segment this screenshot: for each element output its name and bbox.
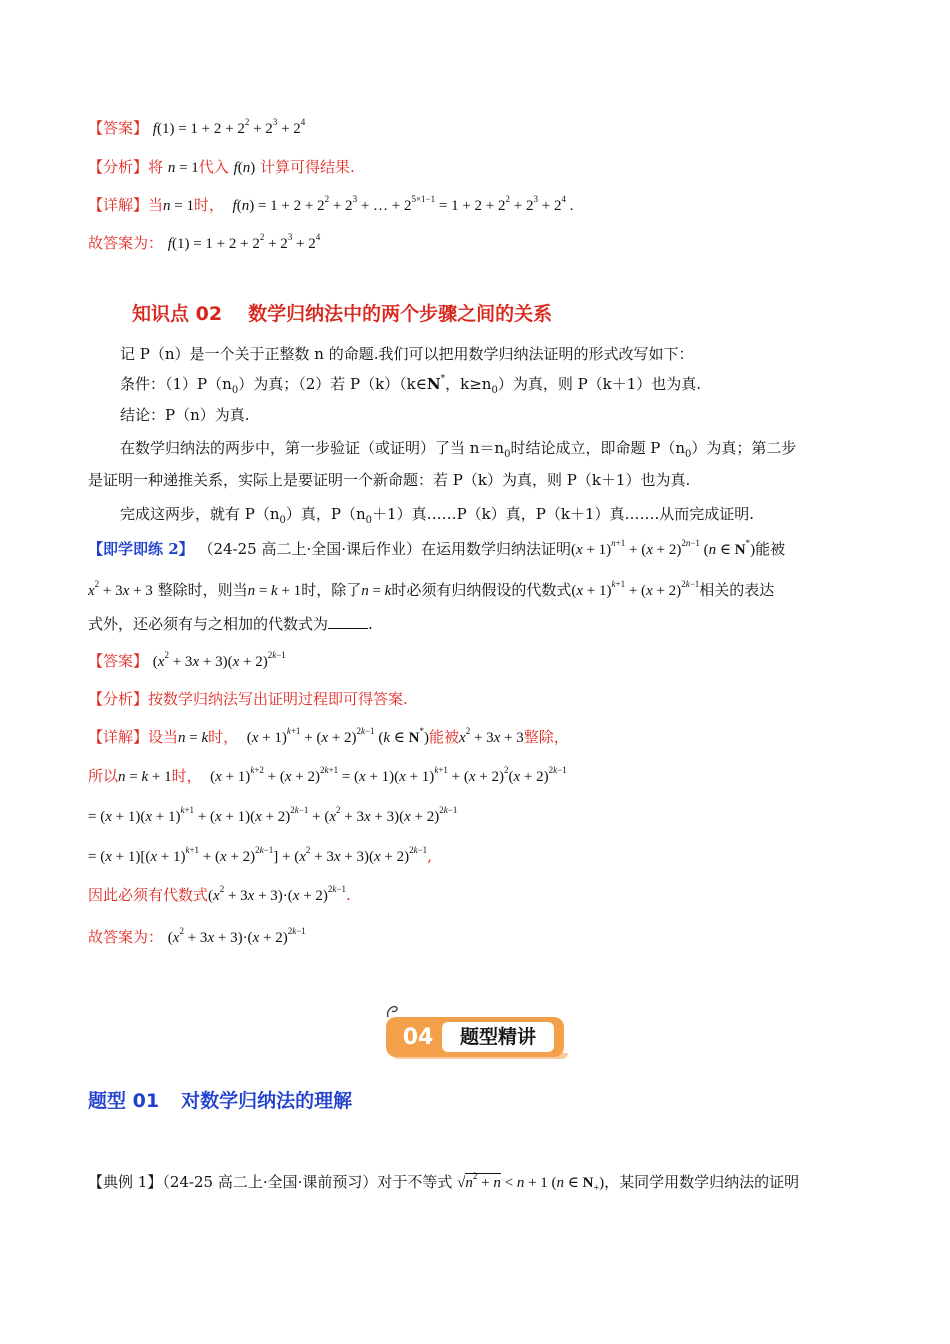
formula-n-equals-k: n = k (361, 583, 392, 599)
practice-text: 式外，还必须有与之相加的代数式为 (88, 615, 329, 633)
step-line-2 (88, 806, 457, 827)
formula-hypothesis: $(x + 1)^{k+1} + (x + 2)^{2k-1}$ (571, 579, 700, 599)
practice-text: 能被 (755, 540, 786, 558)
therefore-line: 因此必须有代数式$(x^2 + 3x + 3)\cdot(x + 2)^{2k-1}$. (88, 884, 351, 904)
detail-text: 当 (148, 196, 164, 214)
formula-n-equals-k: n = k (178, 730, 209, 746)
practice-line-2 (88, 580, 774, 601)
detail-line-2 (88, 727, 569, 748)
paragraph-5: 是证明一种递推关系，实际上是要证明一个新命题：若 P（k）为真，则 P（k＋1）也为真. (88, 471, 691, 489)
answer-line-2 (88, 651, 286, 672)
paragraph-text: ）为真；（2）若 P（k）（k∈ (238, 375, 427, 393)
paragraph-text: ，k≥n (445, 375, 492, 393)
formula-step-2: = $(x + 1)(x + 1)^{k+1} + (x + 1)(x + 2)^{2k-1} + (x^2 + 3x + 3)(x + 2)^{2k-1}$ (88, 805, 458, 825)
paragraph-2: 条件：$(1)P(n_0)$为真；（2）若 P（k）（k∈N*，$k\ge n_0$）为真，则 P（k＋1）也为真. (120, 374, 702, 396)
analysis-text: 将 (148, 158, 164, 176)
paragraph-6: 完成这两步，就有 $P(n_0)$真，$P(n_0+1)$真……P（k）真，P（k＋1）真…….从而完成证明. (120, 505, 755, 526)
so-line (88, 766, 567, 787)
formula-step-3: = $(x + 1)[(x + 1)^{k+1} + (x + 2)^{2k-1}] + (x^2 + 3x + 3)(x + 2)^{2k-1}$ (88, 845, 428, 865)
detail-text: 因此必须有代数式 (88, 886, 209, 904)
analysis-text: 按数学归纳法写出证明过程即可得答案. (148, 690, 408, 708)
practice-tag: 【即学即练 2】 (88, 540, 194, 558)
formula-answer-2-dot: $(x^2 + 3x + 3)\cdot(x + 2)^{2k-1}$ (167, 926, 306, 946)
detail-text: 能被 (429, 728, 460, 746)
formula-answer-1: $f(1) = 1 + 2 + 2^2 + 2^3 + 2^4$ (167, 232, 321, 252)
formula-answer-2-dot: $(x^2 + 3x + 3)\cdot(x + 2)^{2k-1}$ (208, 884, 346, 904)
section-label: 知识点 02 (132, 303, 223, 325)
paragraph-text: ）为真，则 P（k＋1）也为真. (497, 375, 702, 393)
conclusion-line-2 (88, 927, 306, 948)
paragraph-1: 记 P（n）是一个关于正整数 n 的命题.我们可以把用数学归纳法证明的形式改写如下： (120, 345, 694, 363)
detail-text: 所以 (88, 767, 119, 785)
paragraph-text: 条件：（1）P（n (120, 375, 232, 393)
answer-blank (328, 614, 368, 629)
section-banner (386, 1013, 568, 1061)
answer-tag: 【答案】 (88, 652, 149, 670)
example-source: （24-25 高二上·全国·课前预习）对于不等式 (162, 1173, 453, 1191)
conclusion-text: 故答案为： (88, 928, 164, 946)
formula-f-n: f(n) (233, 160, 256, 176)
analysis-tag: 【分析】 (88, 690, 149, 708)
detail-text: 设当 (148, 728, 179, 746)
conclusion-text: 故答案为： (88, 234, 164, 252)
step-line-3: = $(x + 1)[(x + 1)^{k+1} + (x + 2)^{2k-1}] + (x^2 + 3x + 3)(x + 2)^{2k-1}$, (88, 845, 432, 865)
paragraph-text: ）为真；第二步 (691, 439, 797, 457)
banner-label: 题型精讲 (442, 1022, 554, 1052)
type-heading (88, 1086, 352, 1113)
formula-divisor: $x^2 + 3x + 3$ (459, 726, 524, 746)
paragraph-3: 结论：P（n）为真. (120, 406, 250, 424)
banner-number: 04 (402, 1025, 434, 1050)
formula-detail-1: $f(n) = 1 + 2 + 2^2 + 2^3$ + … + $2^{5\times 1-1} = 1 + 2 + 2^2 + 2^3 + 2^4$ . (232, 194, 574, 214)
formula-n-equals-1: n = 1 (167, 160, 199, 176)
analysis-text: 代入 (198, 158, 229, 176)
conclusion-line-1 (88, 233, 320, 254)
paragraph-text: 时结论成立，即命题 P（n (510, 439, 685, 457)
practice-text: 相关的表达 (699, 581, 775, 599)
practice-text: 整除时，则当 (157, 581, 248, 599)
analysis-line-1 (88, 157, 355, 178)
formula-n-equals-k-plus-1: n = k + 1 (247, 583, 302, 599)
analysis-line-2 (88, 689, 408, 709)
formula-step-1: $(x + 1)^{k+2} + (x + 2)^{2k+1} = (x + 1)(x + 1)^{k+1} + (x + 2)^2(x + 2)^{2k-1}$ (206, 765, 567, 785)
type-title: 对数学归纳法的理解 (181, 1090, 353, 1112)
practice-text: . (368, 615, 373, 633)
formula-inequality: $√n^2 + n < n + 1$ (n ∈ $N_+$) (457, 1171, 605, 1194)
detail-tag: 【详解】 (88, 196, 149, 214)
type-label: 题型 01 (88, 1090, 160, 1112)
answer-line-1 (88, 118, 305, 139)
formula-hypothesis-full: $(x + 1)^{k+1} + (x + 2)^{2k-1}$ (k ∈ N*) (242, 726, 429, 746)
section-heading (132, 299, 552, 326)
practice-line-3 (88, 614, 373, 634)
example-tag: 【典例 1】 (88, 1173, 163, 1191)
example-text: ，某同学用数学归纳法的证明 (604, 1173, 800, 1191)
paragraph-4: 在数学归纳法的两步中，第一步验证（或证明）了当 $n=n_0$时结论成立，即命题 $P(n_0)$为真；第二步 (120, 439, 797, 460)
detail-text: 时， (194, 196, 225, 214)
example-line (88, 1172, 799, 1193)
practice-text: 时，除了 (301, 581, 362, 599)
paragraph-text: 完成这两步，就有 P（n (120, 505, 280, 523)
paragraph-text: ）真，P（n (285, 505, 366, 523)
detail-tag: 【详解】 (88, 728, 149, 746)
analysis-tag: 【分析】 (88, 158, 149, 176)
formula-answer-1: $f(1) = 1 + 2 + 2^2 + 2^3 + 2^4$ (152, 117, 306, 137)
practice-source: （24-25 高二上·全国·课后作业）在运用数学归纳法证明 (198, 540, 572, 558)
formula-n-equals-k-plus-1: n = k + 1 (118, 769, 172, 785)
detail-text: 整除， (523, 728, 569, 746)
formula-divisor: $x^2 + 3x + 3$ (88, 579, 153, 599)
paragraph-text: 在数学归纳法的两步中，第一步验证（或证明）了当 n＝n (120, 439, 505, 457)
answer-tag: 【答案】 (88, 119, 149, 137)
section-title: 数学归纳法中的两个步骤之间的关系 (248, 303, 553, 325)
analysis-text: 计算可得结果. (260, 158, 355, 176)
detail-text: 时， (171, 767, 202, 785)
practice-line-1 (88, 539, 785, 560)
formula-practice-expression: $(x + 1)^{n+1} + (x + 2)^{2n-1}$ (n ∈ N*) (571, 538, 756, 558)
paragraph-text: ＋1）真……P（k）真，P（k＋1）真…….从而完成证明. (372, 505, 755, 523)
practice-text: 时必须有归纳假设的代数式 (391, 581, 572, 599)
detail-line-1 (88, 195, 573, 216)
detail-text: 时， (208, 728, 239, 746)
formula-answer-2: $(x^2 + 3x + 3)(x + 2)^{2k-1}$ (152, 650, 286, 670)
formula-n-equals-1: n = 1 (163, 198, 194, 214)
